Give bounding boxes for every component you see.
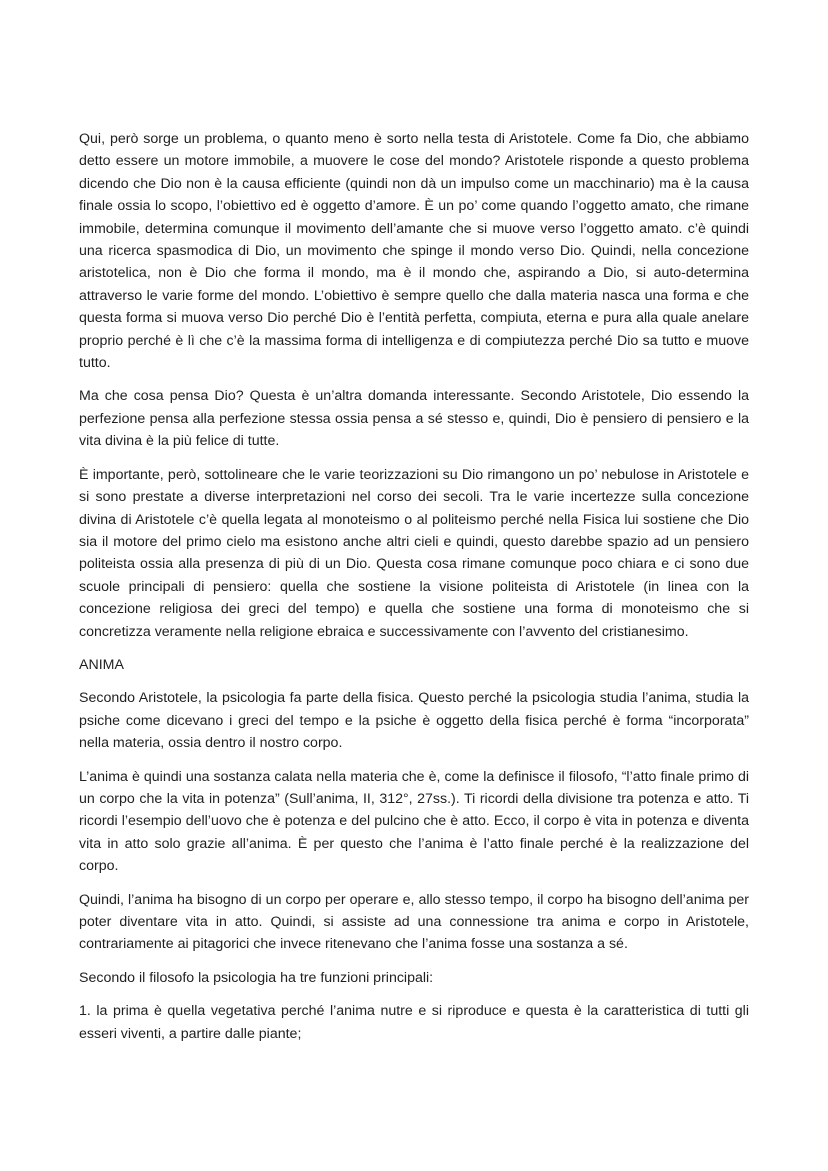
paragraph-pensiero-di-dio: Ma che cosa pensa Dio? Questa è un’altra domanda interessante. Secondo Aristotele, Dio essendo la perfezione pensa alla perfezione stessa ossia pensa a sé stesso e, quindi, Dio è pensiero di pensiero e la vita divina è la più felice di tutte. bbox=[79, 388, 749, 450]
section-heading-anima: ANIMA bbox=[79, 656, 124, 673]
paragraph-anima-corpo: Quindi, l’anima ha bisogno di un corpo per operare e, allo stesso tempo, il corpo ha bisogno dell’anima per poter diventare vita in atto. Quindi, si assiste ad una connessione tra anima e corpo in Aristotele, contrariamente ai pitagorici che invece ritenevano che l’anima fosse una sostanza a sé. bbox=[79, 891, 749, 953]
paragraph-motore-immobile: Qui, però sorge un problema, o quanto meno è sorto nella testa di Aristotele. Come fa Dio, che abbiamo detto essere un motore immobile, a muovere le cose del mondo? Aristotele risponde a questo problema dicendo che Dio non è la causa efficiente (quindi non dà un impulso come un macchinario) ma è la causa finale ossia lo scopo, l’obiettivo ed è oggetto d’amore. È un po’ come quando l’oggetto amato, che rimane immobile, determina comunque il movimento dell’amante che si muove verso l’oggetto amato. c’è quindi una ricerca spasmodica di Dio, un movimento che spinge il mondo verso Dio. Quindi, nella concezione aristotelica, non è Dio che forma il mondo, ma è il mondo che, aspirando a Dio, si auto-determina attraverso le varie forme del mondo. L’obiettivo è sempre quello che dalla materia nasca una forma e che questa forma si muova verso Dio perché Dio è l’entità perfetta, compiuta, eterna e pura alla quale anelare proprio perché è lì che c’è la massima forma di intelligenza e di compiutezza perché Dio sa tutto e muove tutto. bbox=[79, 131, 749, 372]
document-page bbox=[79, 128, 749, 1056]
paragraph-tre-funzioni: Secondo il filosofo la psicologia ha tre funzioni principali: bbox=[79, 969, 434, 986]
paragraph-psicologia-fisica: Secondo Aristotele, la psicologia fa parte della fisica. Questo perché la psicologia studia l’anima, studia la psiche come dicevano i greci del tempo e la psiche è oggetto della fisica perché è forma “incorporata” nella materia, ossia dentro il nostro corpo. bbox=[79, 690, 749, 752]
list-item-funzione-vegetativa: 1. la prima è quella vegetativa perché l’anima nutre e si riproduce e questa è la caratteristica di tutti gli esseri viventi, a partire dalle piante; bbox=[79, 1003, 749, 1042]
paragraph-monoteismo-politeismo: È importante, però, sottolineare che le varie teorizzazioni su Dio rimangono un po’ nebulose in Aristotele e si sono prestate a diverse interpretazioni nel corso dei secoli. Tra le varie incertezze sulla concezione divina di Aristotele c’è quella legata al monoteismo o al politeismo perché nella Fisica lui sostiene che Dio sia il motore del primo cielo ma esistono anche altri cieli e quindi, questo darebbe spazio ad un pensiero politeista ossia alla presenza di più di un Dio. Questa cosa rimane comunque poco chiara e ci sono due scuole principali di pensiero: quella che sostiene la visione politeista di Aristotele (in linea con la concezione religiosa dei greci del tempo) e quella che sostiene una forma di monoteismo che si concretizza veramente nella religione ebraica e successivamente con l’avvento del cristianesimo. bbox=[79, 466, 749, 640]
paragraph-anima-sostanza: L’anima è quindi una sostanza calata nella materia che è, come la definisce il filosofo, “l’atto finale primo di un corpo che la vita in potenza” (Sull’anima, II, 312°, 27ss.). Ti ricordi della divisione tra potenza e atto. Ti ricordi l’esempio dell’uovo che è potenza e del pulcino che è atto. Ecco, il corpo è vita in potenza e diventa vita in atto solo grazie all’anima. È per questo che l’anima è l’atto finale perché è la realizzazione del corpo. bbox=[79, 768, 749, 875]
